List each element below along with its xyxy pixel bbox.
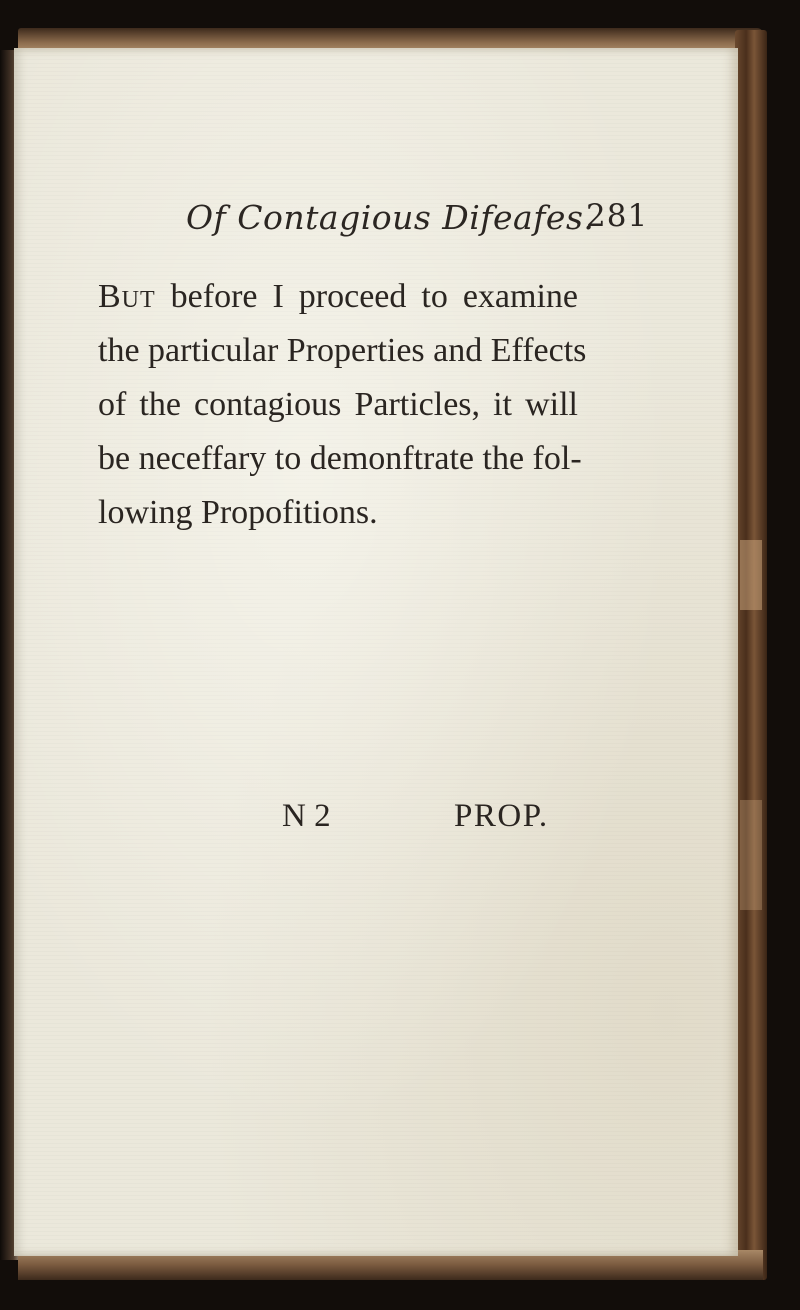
spine-wear <box>740 800 762 910</box>
running-head: Of Contagious Difeafes. <box>186 198 595 237</box>
book-page <box>14 48 738 1256</box>
small-caps-opening: But <box>98 278 156 315</box>
page-number: 281 <box>586 198 649 234</box>
body-paragraph <box>98 270 587 540</box>
body-line: the particular Properties and Effects <box>98 332 587 369</box>
body-line: be neceffary to demonftrate the fol- <box>98 440 582 477</box>
body-line-rest: before I proceed to examine <box>155 278 578 315</box>
catchword: PROP. <box>454 798 549 834</box>
body-line: of the contagious Particles, it will <box>98 386 578 423</box>
signature-mark: N 2 <box>282 798 331 834</box>
book-spine <box>735 30 767 1280</box>
body-line: lowing Propofitions. <box>98 494 378 531</box>
body-line <box>98 270 578 324</box>
spine-wear <box>740 540 762 610</box>
page-header <box>14 198 738 248</box>
